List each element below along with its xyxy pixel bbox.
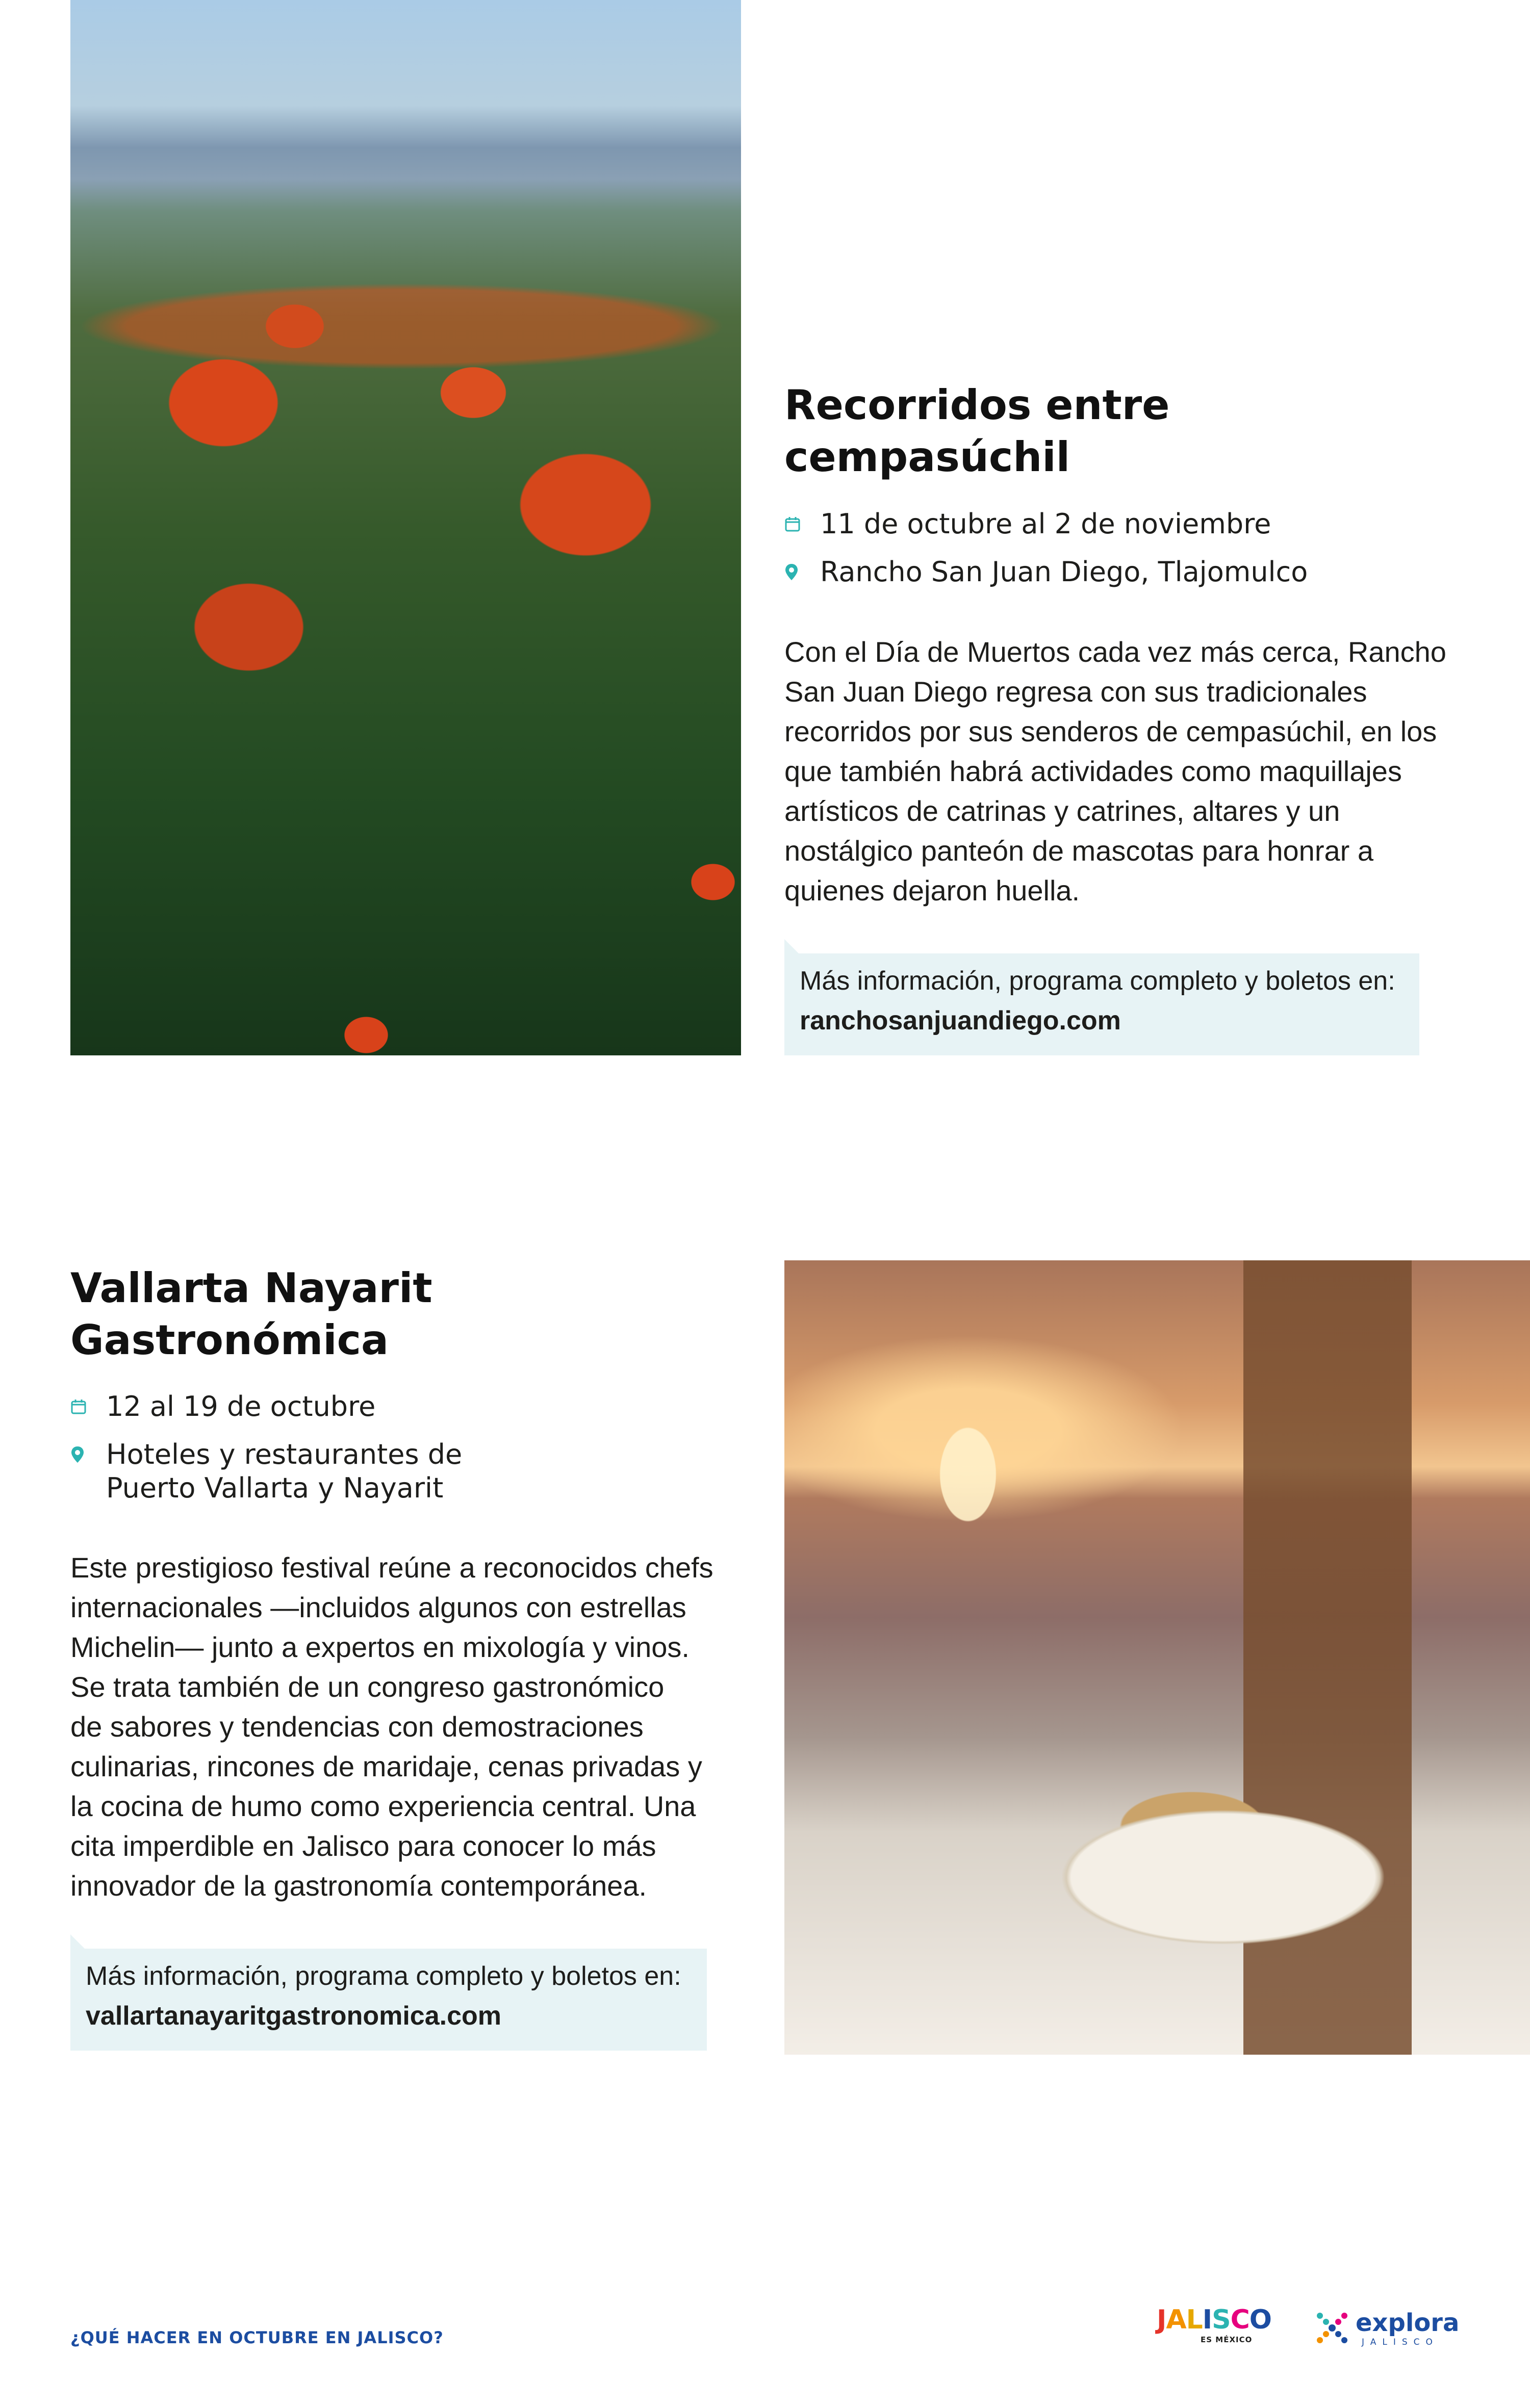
event1-info-link[interactable]: ranchosanjuandiego.com	[800, 1006, 1121, 1035]
jalisco-logo-letter: A	[1166, 2305, 1186, 2335]
info-box-notch	[70, 1934, 85, 1949]
sunset-dining-photo	[784, 1260, 1530, 2055]
jalisco-logo-letter: L	[1186, 2305, 1203, 2335]
event2-date: 12 al 19 de octubre	[106, 1390, 376, 1422]
jalisco-logo-sub: ES MÉXICO	[1201, 2335, 1253, 2344]
explora-jalisco-logo	[1315, 2309, 1463, 2349]
event2-description-line: innovador de la gastronomía contemporánea.	[70, 1870, 647, 1902]
jalisco-logo	[1157, 2305, 1269, 2350]
marigold-field-photo	[70, 0, 741, 1055]
event2-description-line: de sabores y tendencias con demostraciones	[70, 1711, 644, 1743]
jalisco-logo-word	[1157, 2305, 1271, 2335]
event1-meta	[784, 507, 1308, 589]
calendar-icon	[784, 507, 805, 541]
event1-date: 11 de octubre al 2 de noviembre	[820, 508, 1271, 540]
event1-location: Rancho San Juan Diego, Tlajomulco	[820, 556, 1308, 588]
event1-description-line: Con el Día de Muertos cada vez más cerca, Rancho	[784, 636, 1446, 668]
event2-info-box	[70, 1949, 707, 2051]
event1-description-line: quienes dejaron huella.	[784, 874, 1080, 907]
event1-description-line: artísticos de catrinas y catrines, altares y un	[784, 795, 1340, 827]
event1-description-line: nostálgico panteón de mascotas para honrar a	[784, 835, 1373, 867]
event2-description-line: Michelin— junto a expertos en mixología y vinos.	[70, 1631, 690, 1663]
event1-description-line: recorridos por sus senderos de cempasúchil, en los	[784, 715, 1437, 747]
event1-info-box	[784, 953, 1419, 1055]
explora-logo-sub: JALISCO	[1362, 2337, 1439, 2347]
event1-description-line: que también habrá actividades como maquillajes	[784, 755, 1402, 787]
jalisco-logo-letter: C	[1230, 2305, 1250, 2335]
map-pin-icon	[70, 1438, 91, 1471]
event1-info-label: Más información, programa completo y boletos en:	[800, 966, 1395, 996]
event2-meta	[70, 1390, 462, 1505]
event1-title: Recorridos entre cempasúchil	[784, 381, 1170, 481]
event1-date-row	[784, 507, 1308, 541]
jalisco-logo-letter: I	[1202, 2305, 1212, 2335]
event2-info-label: Más información, programa completo y boletos en:	[86, 1961, 681, 1991]
event2-description-line: la cocina de humo como experiencia central. Una	[70, 1790, 696, 1822]
event2-description-line: Se trata también de un congreso gastronómico	[70, 1671, 665, 1703]
event2-title: Vallarta Nayarit Gastronómica	[70, 1264, 432, 1364]
jalisco-logo-letter: J	[1157, 2305, 1166, 2335]
event2-description-line: cita imperdible en Jalisco para conocer lo más	[70, 1830, 656, 1862]
event2-description-line: Este prestigioso festival reúne a reconocidos chefs	[70, 1551, 713, 1584]
explora-x-icon	[1315, 2311, 1349, 2345]
footer-tagline: ¿QUÉ HACER EN OCTUBRE EN JALISCO?	[70, 2328, 444, 2347]
info-box-notch	[784, 939, 799, 953]
event2-location-row	[70, 1438, 462, 1505]
event2-description	[70, 1548, 754, 1906]
event2-description-line: culinarias, rincones de maridaje, cenas privadas y	[70, 1750, 702, 1782]
calendar-icon	[70, 1390, 91, 1423]
event2-date-row	[70, 1390, 462, 1423]
event1-description-line: San Juan Diego regresa con sus tradicionales	[784, 676, 1367, 708]
explora-logo-word: explora	[1356, 2309, 1460, 2337]
jalisco-logo-letter: O	[1249, 2305, 1271, 2335]
event1-description	[784, 632, 1509, 911]
event1-location-row	[784, 555, 1308, 589]
jalisco-logo-letter: S	[1212, 2305, 1231, 2335]
event2-description-line: internacionales —incluidos algunos con estrellas	[70, 1591, 686, 1623]
map-pin-icon	[784, 555, 805, 589]
event2-location: Hoteles y restaurantes de Puerto Vallarta y Nayarit	[106, 1438, 463, 1504]
event2-info-link[interactable]: vallartanayaritgastronomica.com	[86, 2001, 501, 2031]
